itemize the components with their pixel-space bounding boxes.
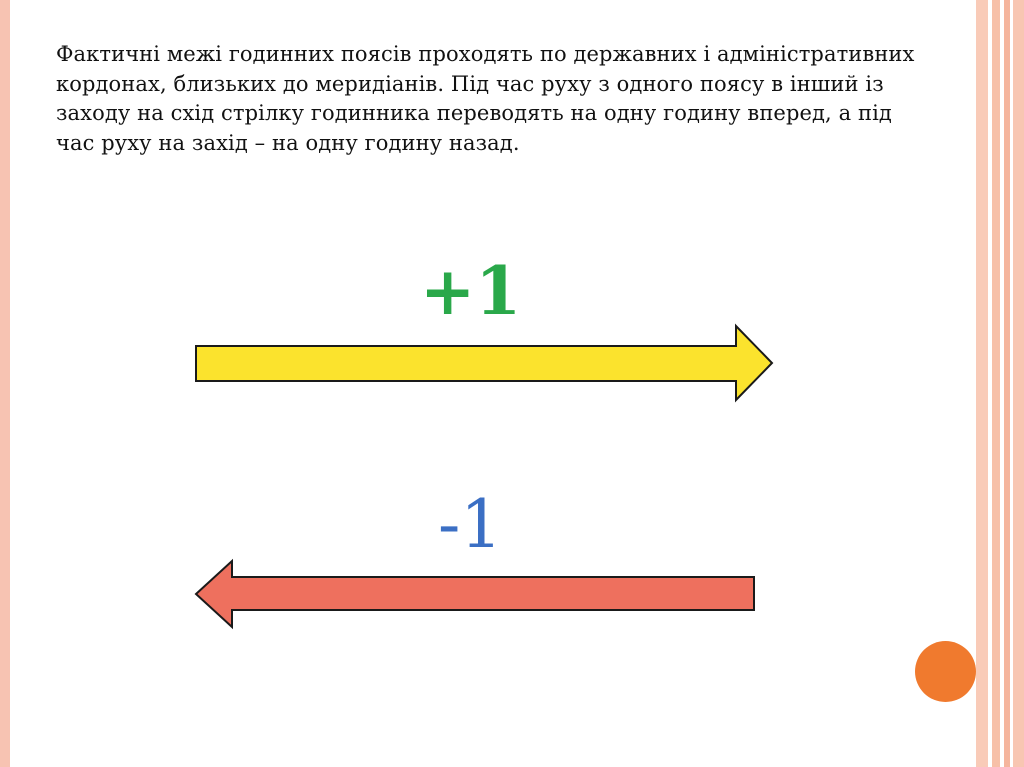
west-arrow (196, 561, 754, 627)
decorative-circle (915, 641, 976, 702)
west-shift-label: -1 (438, 486, 503, 563)
body-text: Фактичні межі годинних поясів проходять по державних і адміністративних кордонах, близьких до меридіанів. Під час руху з одного поясу в інший із заходу на схід стрілку годинника переводять на одну годину вперед, а під час руху на захід – на одну годину назад. (56, 42, 915, 155)
east-arrow (196, 326, 772, 400)
east-shift-label: +1 (420, 252, 522, 330)
